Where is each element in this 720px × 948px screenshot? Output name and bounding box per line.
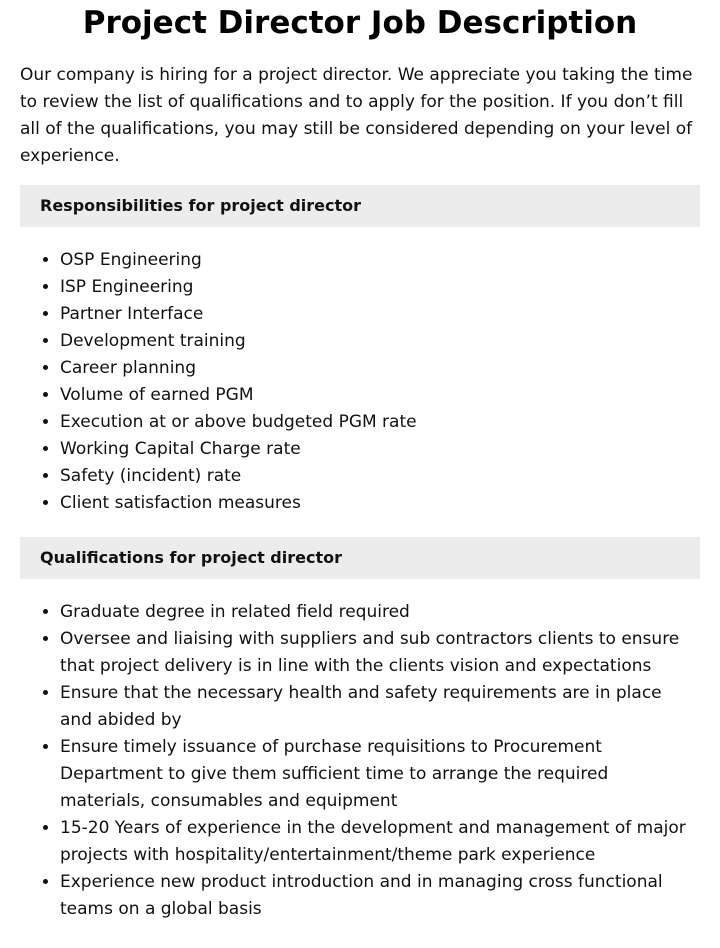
- list-item: • ISP Engineering: [60, 274, 700, 301]
- list-item: • Ensure that the necessary health and safety requirements are in place and abided by: [60, 680, 700, 734]
- list-item: • Ensure timely issuance of purchase requisitions to Procurement Department to give them sufficient time to arrange the required materials, consumables and equipment: [60, 734, 700, 815]
- qualifications-heading: Qualifications for project director: [20, 537, 700, 579]
- page-title: Project Director Job Description: [82, 5, 638, 41]
- list-item: • Partner Interface: [60, 301, 700, 328]
- list-item: • OSP Engineering: [60, 247, 700, 274]
- qualifications-list: [20, 599, 700, 923]
- responsibilities-heading: Responsibilities for project director: [20, 185, 700, 227]
- list-item: • Oversee and liaising with suppliers and sub contractors clients to ensure that project delivery is in line with the clients vision and expectations: [60, 626, 700, 680]
- intro-paragraph: Our company is hiring for a project director. We appreciate you taking the time to review the list of qualifications and to apply for the position. If you don’t fill all of the qualifications, you may still be considered depending on your level of experience.: [20, 65, 693, 166]
- list-item: • Development training: [60, 328, 700, 355]
- list-item: • Safety (incident) rate: [60, 463, 700, 490]
- list-item: • Volume of earned PGM: [60, 382, 700, 409]
- list-item: • Execution at or above budgeted PGM rate: [60, 409, 700, 436]
- list-item: • 15-20 Years of experience in the development and management of major projects with hospitality/entertainment/theme park experience: [60, 815, 700, 869]
- list-item: • Experience new product introduction and in managing cross functional teams on a global basis: [60, 869, 700, 923]
- list-item: • Career planning: [60, 355, 700, 382]
- list-item: • Graduate degree in related field required: [60, 599, 700, 626]
- list-item: • Client satisfaction measures: [60, 490, 700, 517]
- list-item: • Working Capital Charge rate: [60, 436, 700, 463]
- responsibilities-list: [20, 247, 700, 517]
